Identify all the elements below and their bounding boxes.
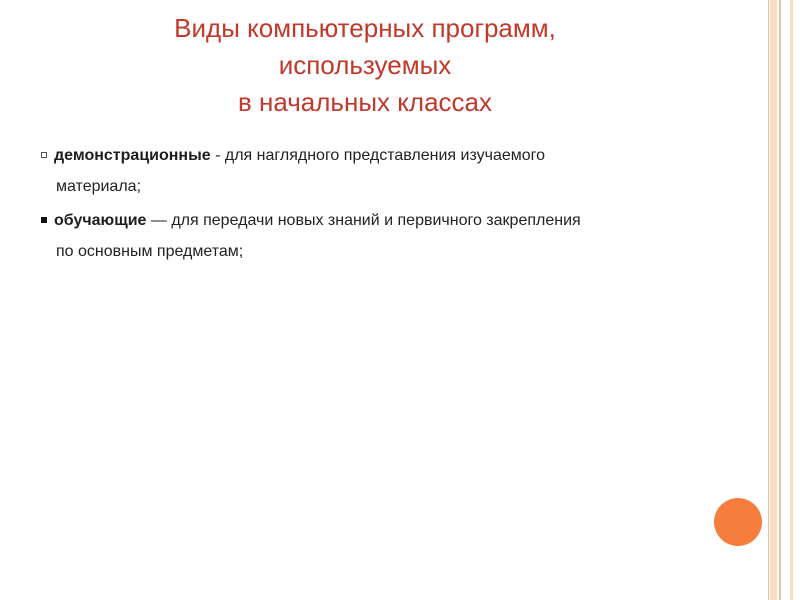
item-separator: -: [210, 147, 225, 164]
title-line-2: используемых: [278, 50, 452, 80]
bullet-list: [40, 140, 740, 270]
item-description: для передачи новых знаний и первичного закрепления: [171, 212, 581, 229]
decorative-rail-line: [779, 0, 781, 600]
decorative-rail-band: [770, 0, 777, 600]
square-bullet-icon: [41, 152, 47, 158]
title-line-3: в начальных классах: [237, 87, 493, 117]
decorative-rail-line: [768, 0, 769, 600]
title-line-1: Виды компьютерных программ,: [174, 13, 556, 43]
list-item-demonstration: [40, 140, 740, 202]
decorative-rail-band: [790, 0, 793, 600]
item-description-continued: материала;: [56, 178, 142, 195]
item-description: для наглядного представления изучаемого: [224, 147, 546, 164]
item-term: демонстрационные: [54, 147, 211, 164]
item-description-continued: по основным предметам;: [56, 243, 244, 260]
list-item-training: [40, 205, 740, 267]
item-separator: —: [146, 212, 172, 229]
slide-title: [100, 10, 630, 121]
square-bullet-icon: [41, 217, 47, 223]
decorative-circle-icon: [714, 498, 762, 546]
item-term: обучающие: [54, 212, 147, 229]
